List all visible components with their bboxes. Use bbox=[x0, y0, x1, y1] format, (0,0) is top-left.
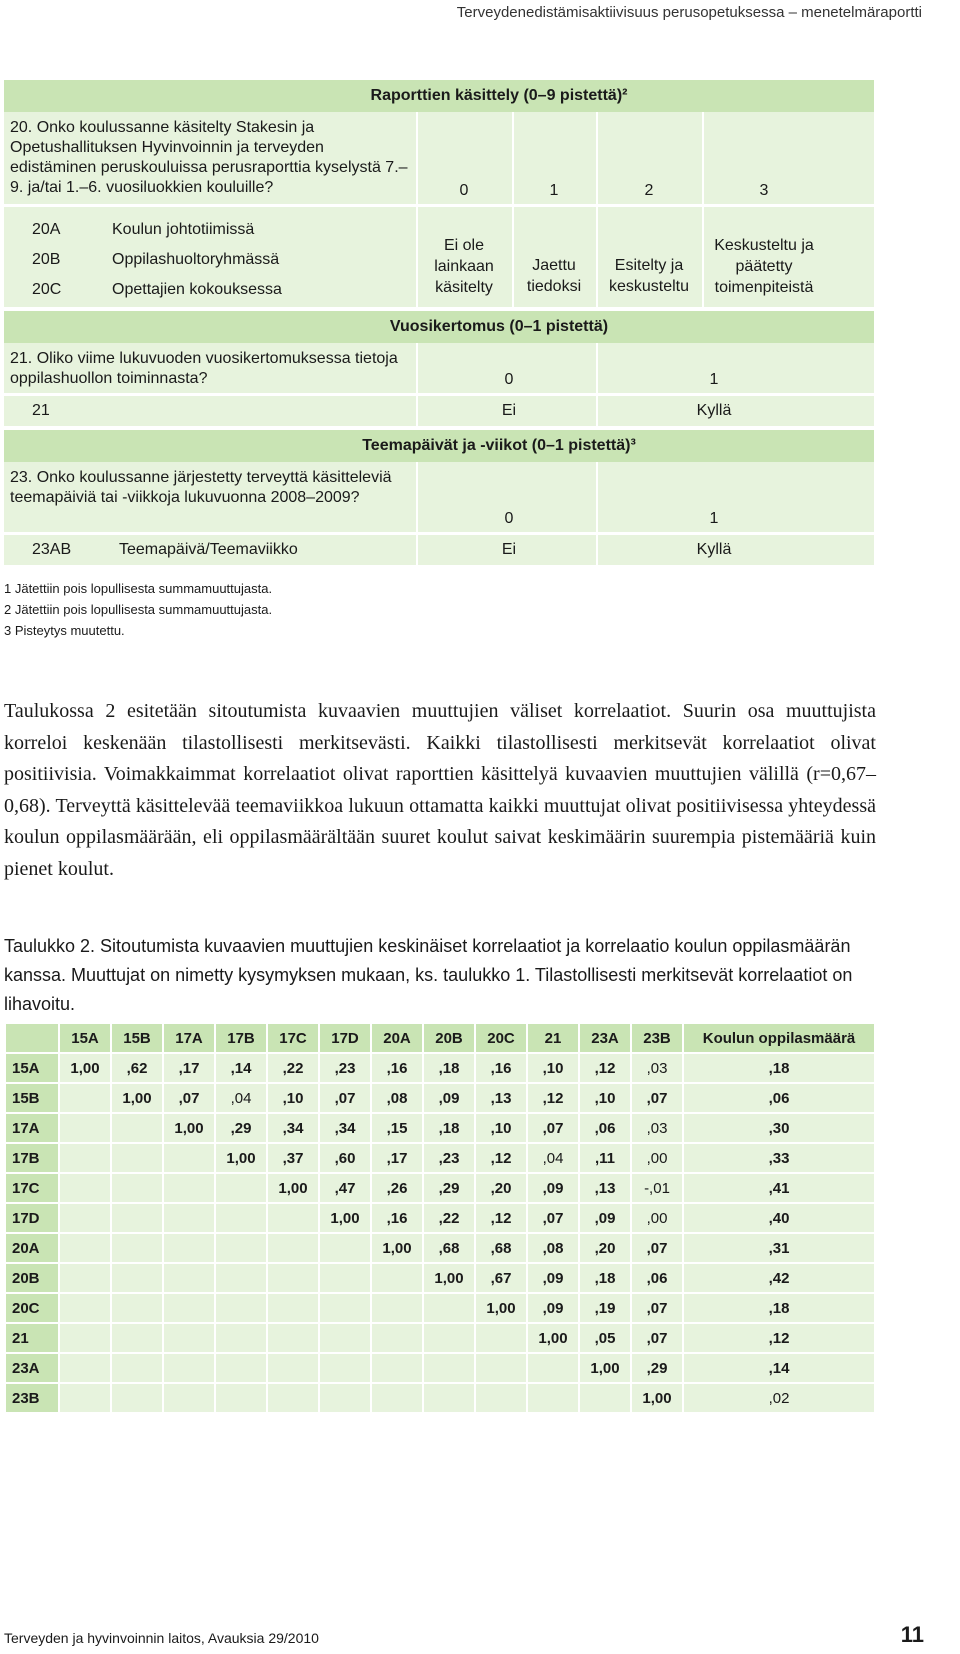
correlation-cell: ,07 bbox=[631, 1293, 683, 1323]
row-header: 20A bbox=[5, 1233, 59, 1263]
correlation-cell: ,03 bbox=[631, 1113, 683, 1143]
table-row bbox=[5, 1203, 875, 1233]
empty-cell bbox=[163, 1323, 215, 1353]
correlation-cell: ,16 bbox=[371, 1203, 423, 1233]
correlation-cell: ,68 bbox=[475, 1233, 527, 1263]
row-header: 17D bbox=[5, 1203, 59, 1233]
correlation-cell: ,06 bbox=[683, 1083, 875, 1113]
correlation-cell: ,29 bbox=[631, 1353, 683, 1383]
question-21-subitem bbox=[4, 393, 874, 426]
item-code: 20C bbox=[32, 281, 62, 298]
correlation-cell: 1,00 bbox=[527, 1323, 579, 1353]
correlation-cell: ,14 bbox=[683, 1353, 875, 1383]
empty-cell bbox=[59, 1233, 111, 1263]
correlation-cell: ,18 bbox=[683, 1293, 875, 1323]
correlation-cell: ,07 bbox=[631, 1323, 683, 1353]
score-2: 2 bbox=[644, 182, 654, 199]
empty-cell bbox=[111, 1173, 163, 1203]
correlation-cell: ,04 bbox=[215, 1083, 267, 1113]
row-header: 15A bbox=[5, 1053, 59, 1083]
empty-cell bbox=[59, 1203, 111, 1233]
item-code: 23AB bbox=[32, 541, 72, 558]
footer-publisher: Terveyden ja hyvinvoinnin laitos, Avauksia 29/2010 bbox=[4, 1630, 319, 1646]
page-number: 11 bbox=[900, 1622, 924, 1647]
question-20-text: 20. Onko koulussanne käsitelty Stakesin ja Opetushallituksen Hyvinvoinnin ja terveyden edistäminen peruskouluissa perusraporttia kyselystä 7.–9. ja/tai 1.–6. vuosiluokkien kouluille? bbox=[10, 119, 408, 196]
correlation-cell: ,12 bbox=[475, 1203, 527, 1233]
correlation-cell: ,04 bbox=[527, 1143, 579, 1173]
correlation-cell: ,05 bbox=[579, 1323, 631, 1353]
option-label: Ei bbox=[501, 541, 517, 558]
option-label: Ei bbox=[501, 402, 517, 419]
table-row bbox=[5, 1053, 875, 1083]
correlation-cell: -,01 bbox=[631, 1173, 683, 1203]
correlation-cell: ,10 bbox=[475, 1113, 527, 1143]
correlation-cell: ,12 bbox=[579, 1053, 631, 1083]
empty-cell bbox=[267, 1323, 319, 1353]
score-0: 0 bbox=[459, 182, 469, 199]
column-header: 17C bbox=[267, 1023, 319, 1053]
empty-cell bbox=[111, 1233, 163, 1263]
correlation-cell: ,14 bbox=[215, 1053, 267, 1083]
correlation-cell: ,07 bbox=[527, 1113, 579, 1143]
item-label: Oppilashuoltoryhmässä bbox=[112, 251, 280, 268]
correlation-cell: ,60 bbox=[319, 1143, 371, 1173]
empty-cell bbox=[215, 1353, 267, 1383]
question-23-row bbox=[4, 462, 874, 532]
column-header: 20A bbox=[371, 1023, 423, 1053]
correlation-cell: ,09 bbox=[527, 1173, 579, 1203]
table-row bbox=[5, 1083, 875, 1113]
empty-cell bbox=[163, 1263, 215, 1293]
correlation-cell: 1,00 bbox=[475, 1293, 527, 1323]
column-header: 15B bbox=[111, 1023, 163, 1053]
row-header: 20B bbox=[5, 1263, 59, 1293]
section-band-theme: Teemapäivät ja -viikot (0–1 pistettä)³ bbox=[4, 430, 874, 462]
correlation-cell: ,12 bbox=[475, 1143, 527, 1173]
survey-items-table bbox=[4, 80, 874, 565]
footnote: 1 Jätettiin pois lopullisesta summamuuttujasta. bbox=[4, 581, 273, 596]
correlation-cell: ,16 bbox=[475, 1053, 527, 1083]
column-header: 17A bbox=[163, 1023, 215, 1053]
empty-cell bbox=[215, 1203, 267, 1233]
correlation-cell: 1,00 bbox=[423, 1263, 475, 1293]
empty-cell bbox=[371, 1263, 423, 1293]
empty-cell bbox=[267, 1203, 319, 1233]
empty-cell bbox=[527, 1383, 579, 1413]
correlation-cell: ,29 bbox=[215, 1113, 267, 1143]
empty-cell bbox=[163, 1203, 215, 1233]
correlation-cell: ,09 bbox=[527, 1263, 579, 1293]
empty-cell bbox=[267, 1233, 319, 1263]
correlation-cell: ,31 bbox=[683, 1233, 875, 1263]
correlation-cell: ,17 bbox=[371, 1143, 423, 1173]
empty-cell bbox=[319, 1383, 371, 1413]
question-23-text: 23. Onko koulussanne järjestetty terveyttä käsitteleviä teemapäiviä tai -viikkoja lukuvuonna 2008–2009? bbox=[10, 469, 392, 506]
empty-cell bbox=[423, 1353, 475, 1383]
empty-cell bbox=[267, 1293, 319, 1323]
empty-cell bbox=[111, 1383, 163, 1413]
item-code: 20B bbox=[32, 251, 61, 268]
empty-cell bbox=[371, 1293, 423, 1323]
item-label: Teemapäivä/Teemaviikko bbox=[119, 541, 298, 558]
row-header: 17B bbox=[5, 1143, 59, 1173]
empty-cell bbox=[111, 1263, 163, 1293]
row-header: 20C bbox=[5, 1293, 59, 1323]
correlation-cell: ,22 bbox=[423, 1203, 475, 1233]
option-label: Esitelty ja keskusteltu bbox=[608, 257, 690, 295]
score-1: 1 bbox=[709, 371, 719, 388]
empty-cell bbox=[267, 1263, 319, 1293]
empty-cell bbox=[163, 1173, 215, 1203]
option-label: Jaettu tiedoksi bbox=[526, 257, 582, 295]
correlation-cell: ,07 bbox=[631, 1083, 683, 1113]
empty-cell bbox=[423, 1323, 475, 1353]
empty-cell bbox=[215, 1323, 267, 1353]
score-3: 3 bbox=[759, 182, 769, 199]
correlation-cell: ,18 bbox=[423, 1113, 475, 1143]
empty-cell bbox=[267, 1383, 319, 1413]
column-header: 20C bbox=[475, 1023, 527, 1053]
question-23-subitem bbox=[4, 532, 874, 565]
empty-cell bbox=[111, 1293, 163, 1323]
column-header: 17D bbox=[319, 1023, 371, 1053]
item-label: Opettajien kokouksessa bbox=[112, 281, 282, 298]
table-row bbox=[5, 1233, 875, 1263]
option-label: Keskusteltu ja päätetty toimenpiteistä bbox=[714, 237, 814, 296]
footnotes bbox=[4, 578, 272, 641]
correlation-cell: ,37 bbox=[267, 1143, 319, 1173]
empty-cell bbox=[579, 1383, 631, 1413]
footnote: 2 Jätettiin pois lopullisesta summamuuttujasta. bbox=[4, 602, 273, 617]
row-header: 17C bbox=[5, 1173, 59, 1203]
question-20-subitems bbox=[4, 204, 874, 307]
correlation-cell: ,06 bbox=[631, 1263, 683, 1293]
correlation-cell: 1,00 bbox=[215, 1143, 267, 1173]
item-code: 21 bbox=[32, 402, 50, 419]
option-label: Kyllä bbox=[696, 541, 732, 558]
correlation-cell: ,09 bbox=[423, 1083, 475, 1113]
empty-cell bbox=[475, 1323, 527, 1353]
question-21-text: 21. Oliko viime lukuvuoden vuosikertomuksessa tietoja oppilashuollon toiminnasta? bbox=[10, 350, 398, 387]
table-row bbox=[5, 1113, 875, 1143]
row-header: 23A bbox=[5, 1353, 59, 1383]
empty-cell bbox=[319, 1263, 371, 1293]
table-row bbox=[5, 1323, 875, 1353]
table-row bbox=[5, 1263, 875, 1293]
correlation-cell: ,13 bbox=[475, 1083, 527, 1113]
correlation-cell: ,11 bbox=[579, 1143, 631, 1173]
question-20-row bbox=[4, 112, 874, 204]
score-0: 0 bbox=[504, 371, 514, 388]
correlation-cell: 1,00 bbox=[631, 1383, 683, 1413]
correlation-cell: ,40 bbox=[683, 1203, 875, 1233]
empty-cell bbox=[59, 1263, 111, 1293]
correlation-cell: ,42 bbox=[683, 1263, 875, 1293]
correlation-cell: ,20 bbox=[475, 1173, 527, 1203]
empty-cell bbox=[371, 1353, 423, 1383]
score-1: 1 bbox=[549, 182, 559, 199]
correlation-cell: ,08 bbox=[527, 1233, 579, 1263]
correlation-cell: ,22 bbox=[267, 1053, 319, 1083]
column-header: 20B bbox=[423, 1023, 475, 1053]
correlation-cell: ,12 bbox=[527, 1083, 579, 1113]
correlation-cell: ,18 bbox=[579, 1263, 631, 1293]
row-header: 15B bbox=[5, 1083, 59, 1113]
correlation-cell: 1,00 bbox=[267, 1173, 319, 1203]
empty-cell bbox=[111, 1143, 163, 1173]
empty-cell bbox=[371, 1323, 423, 1353]
empty-cell bbox=[319, 1293, 371, 1323]
correlation-cell: ,23 bbox=[423, 1143, 475, 1173]
empty-cell bbox=[111, 1353, 163, 1383]
column-header: 17B bbox=[215, 1023, 267, 1053]
table-2-caption: Taulukko 2. Sitoutumista kuvaavien muuttujien keskinäiset korrelaatiot ja korrelaatio koulun oppilasmäärän kanssa. Muuttujat on nimetty kysymyksen mukaan, ks. taulukko 1. Tilastollisesti merkitsevät korrelaatiot on lihavoitu. bbox=[4, 936, 853, 1014]
empty-cell bbox=[163, 1143, 215, 1173]
empty-cell bbox=[163, 1233, 215, 1263]
correlation-cell: ,07 bbox=[527, 1203, 579, 1233]
empty-cell bbox=[163, 1383, 215, 1413]
correlation-cell: ,12 bbox=[683, 1323, 875, 1353]
table-row bbox=[5, 1173, 875, 1203]
correlation-cell: ,08 bbox=[371, 1083, 423, 1113]
item-label: Koulun johtotiimissä bbox=[112, 221, 255, 238]
empty-cell bbox=[371, 1383, 423, 1413]
correlation-cell: ,15 bbox=[371, 1113, 423, 1143]
empty-cell bbox=[111, 1113, 163, 1143]
empty-cell bbox=[59, 1293, 111, 1323]
correlation-cell: ,10 bbox=[527, 1053, 579, 1083]
correlation-cell: ,00 bbox=[631, 1203, 683, 1233]
empty-cell bbox=[527, 1353, 579, 1383]
empty-cell bbox=[319, 1233, 371, 1263]
score-0: 0 bbox=[504, 510, 514, 527]
section-band-reports: Raporttien käsittely (0–9 pistettä)² bbox=[4, 80, 874, 112]
correlation-cell: ,18 bbox=[683, 1053, 875, 1083]
correlation-cell: ,23 bbox=[319, 1053, 371, 1083]
column-header: 15A bbox=[59, 1023, 111, 1053]
correlation-table bbox=[4, 1022, 876, 1414]
empty-cell bbox=[59, 1323, 111, 1353]
empty-cell bbox=[319, 1323, 371, 1353]
correlation-cell: ,10 bbox=[579, 1083, 631, 1113]
empty-cell bbox=[111, 1323, 163, 1353]
empty-cell bbox=[423, 1293, 475, 1323]
correlation-cell: ,03 bbox=[631, 1053, 683, 1083]
correlation-cell: ,34 bbox=[319, 1113, 371, 1143]
table-row bbox=[5, 1293, 875, 1323]
empty-cell bbox=[163, 1353, 215, 1383]
body-paragraph: Taulukossa 2 esitetään sitoutumista kuvaavien muuttujien väliset korrelaatiot. Suurin osa muuttujista korreloi keskenään tilastollisesti merkitsevästi. Kaikki tilastollisesti merkitsevät korrelaatiot olivat positiivisia. Voimakkaimmat korrelaatiot olivat raporttien käsittelyä kuvaavien muuttujien välillä (r=0,67–0,68). Terveyttä käsittelevää teemaviikkoa lukuun ottamatta kaikki muuttujat olivat positiivisessa yhteydessä koulun oppilasmäärään, eli oppilasmäärältään suuret koulut saivat keskimäärin suurempia pistemääriä kuin pienet koulut. bbox=[4, 700, 876, 880]
correlation-cell: ,30 bbox=[683, 1113, 875, 1143]
correlation-cell: 1,00 bbox=[371, 1233, 423, 1263]
correlation-cell: ,09 bbox=[579, 1203, 631, 1233]
question-21-row bbox=[4, 343, 874, 393]
correlation-cell: ,34 bbox=[267, 1113, 319, 1143]
footnote: 3 Pisteytys muutettu. bbox=[4, 623, 125, 638]
correlation-cell: ,06 bbox=[579, 1113, 631, 1143]
empty-cell bbox=[215, 1173, 267, 1203]
empty-cell bbox=[59, 1113, 111, 1143]
row-header: 23B bbox=[5, 1383, 59, 1413]
correlation-cell: ,09 bbox=[527, 1293, 579, 1323]
empty-cell bbox=[215, 1383, 267, 1413]
section-band-annual: Vuosikertomus (0–1 pistettä) bbox=[4, 311, 874, 343]
correlation-cell: ,68 bbox=[423, 1233, 475, 1263]
option-label: Ei ole lainkaan käsitelty bbox=[434, 237, 494, 296]
correlation-cell: ,20 bbox=[579, 1233, 631, 1263]
correlation-cell: ,07 bbox=[163, 1083, 215, 1113]
correlation-cell: ,18 bbox=[423, 1053, 475, 1083]
correlation-cell: 1,00 bbox=[59, 1053, 111, 1083]
correlation-cell: ,02 bbox=[683, 1383, 875, 1413]
table-row bbox=[5, 1143, 875, 1173]
correlation-cell: ,19 bbox=[579, 1293, 631, 1323]
item-code: 20A bbox=[32, 221, 61, 238]
empty-cell bbox=[59, 1143, 111, 1173]
correlation-cell: ,41 bbox=[683, 1173, 875, 1203]
empty-cell bbox=[319, 1353, 371, 1383]
column-header: 23A bbox=[579, 1023, 631, 1053]
correlation-cell: ,29 bbox=[423, 1173, 475, 1203]
score-1: 1 bbox=[709, 510, 719, 527]
table-row bbox=[5, 1383, 875, 1413]
column-header: 21 bbox=[527, 1023, 579, 1053]
empty-cell bbox=[423, 1383, 475, 1413]
empty-cell bbox=[215, 1263, 267, 1293]
empty-cell bbox=[163, 1293, 215, 1323]
empty-cell bbox=[59, 1173, 111, 1203]
table-row bbox=[5, 1353, 875, 1383]
correlation-cell: ,17 bbox=[163, 1053, 215, 1083]
row-header: 21 bbox=[5, 1323, 59, 1353]
empty-cell bbox=[59, 1353, 111, 1383]
empty-cell bbox=[215, 1233, 267, 1263]
correlation-header-row bbox=[5, 1023, 875, 1053]
empty-cell bbox=[215, 1293, 267, 1323]
running-head: Terveydenedistämisaktiivisuus perusopetuksessa – menetelmäraportti bbox=[456, 4, 922, 21]
empty-cell bbox=[59, 1083, 111, 1113]
correlation-cell: ,13 bbox=[579, 1173, 631, 1203]
column-header: Koulun oppilasmäärä bbox=[683, 1023, 875, 1053]
correlation-cell: ,67 bbox=[475, 1263, 527, 1293]
correlation-cell: ,10 bbox=[267, 1083, 319, 1113]
correlation-cell: ,47 bbox=[319, 1173, 371, 1203]
correlation-cell: ,07 bbox=[631, 1233, 683, 1263]
correlation-cell: ,16 bbox=[371, 1053, 423, 1083]
empty-cell bbox=[111, 1203, 163, 1233]
empty-cell bbox=[475, 1353, 527, 1383]
correlation-cell: 1,00 bbox=[319, 1203, 371, 1233]
correlation-cell: 1,00 bbox=[111, 1083, 163, 1113]
row-header: 17A bbox=[5, 1113, 59, 1143]
correlation-cell: ,33 bbox=[683, 1143, 875, 1173]
correlation-cell: ,62 bbox=[111, 1053, 163, 1083]
empty-cell bbox=[475, 1383, 527, 1413]
correlation-cell: 1,00 bbox=[163, 1113, 215, 1143]
empty-cell bbox=[267, 1353, 319, 1383]
correlation-cell: 1,00 bbox=[579, 1353, 631, 1383]
empty-cell bbox=[59, 1383, 111, 1413]
correlation-cell: ,07 bbox=[319, 1083, 371, 1113]
correlation-cell: ,00 bbox=[631, 1143, 683, 1173]
correlation-cell: ,26 bbox=[371, 1173, 423, 1203]
option-label: Kyllä bbox=[696, 402, 732, 419]
header-corner bbox=[5, 1023, 59, 1053]
column-header: 23B bbox=[631, 1023, 683, 1053]
